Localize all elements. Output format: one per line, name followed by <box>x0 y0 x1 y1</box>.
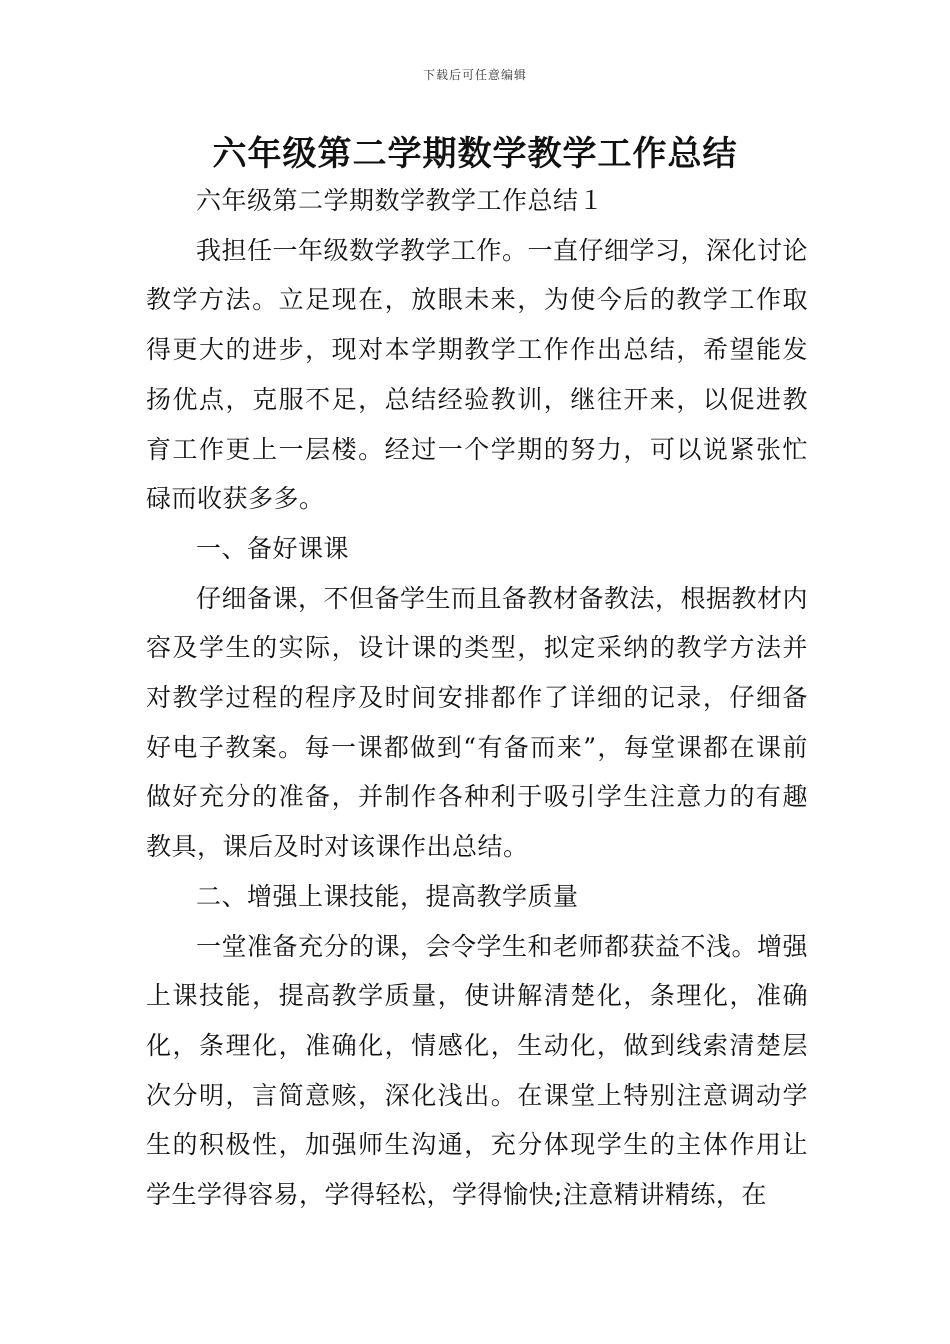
subtitle-paragraph: 六年级第二学期数学教学工作总结１ <box>196 186 605 215</box>
section-heading-2: 二、增强上课技能，提高教学质量 <box>196 881 579 911</box>
section-paragraph-2: 一堂准备充分的课，会令学生和老师都获益不浅。增强上课技能，提高教学质量，使讲解清楚化，条理化，准确化，条理化，准确化，情感化，生动化，做到线索清楚层次分明，言简意赅，深化浅出。在课堂上特别注意调动学生的积极性，加强师生沟通，充分体现学生的主体作用让学生学得容易，学得轻松，学得愉快;注意精讲精练，在 <box>146 931 809 1210</box>
section-paragraph-1: 仔细备课，不但备学生而且备教材备教法，根据教材内容及学生的实际，设计课的类型，拟定采纳的教学方法并对教学过程的程序及时间安排都作了详细的记录，仔细备好电子教案。每一课都做到“有备而来”，每堂课都在课前做好充分的准备，并制作各种利于吸引学生注意力的有趣教具，课后及时对该课作出总结。 <box>146 583 809 862</box>
document-body <box>146 176 808 1220</box>
header-note: 下载后可任意编辑 <box>422 68 527 82</box>
intro-paragraph: 我担任一年级数学教学工作。一直仔细学习，深化讨论教学方法。立足现在，放眼未来，为使今后的教学工作取得更大的进步，现对本学期教学工作作出总结，希望能发扬优点，克服不足，总结经验教训，继往开来，以促进教育工作更上一层楼。经过一个学期的努力，可以说紧张忙碌而收获多多。 <box>146 235 809 514</box>
section-heading-1: 一、备好课课 <box>196 533 350 563</box>
document-title: 六年级第二学期数学教学工作总结 <box>212 134 738 174</box>
